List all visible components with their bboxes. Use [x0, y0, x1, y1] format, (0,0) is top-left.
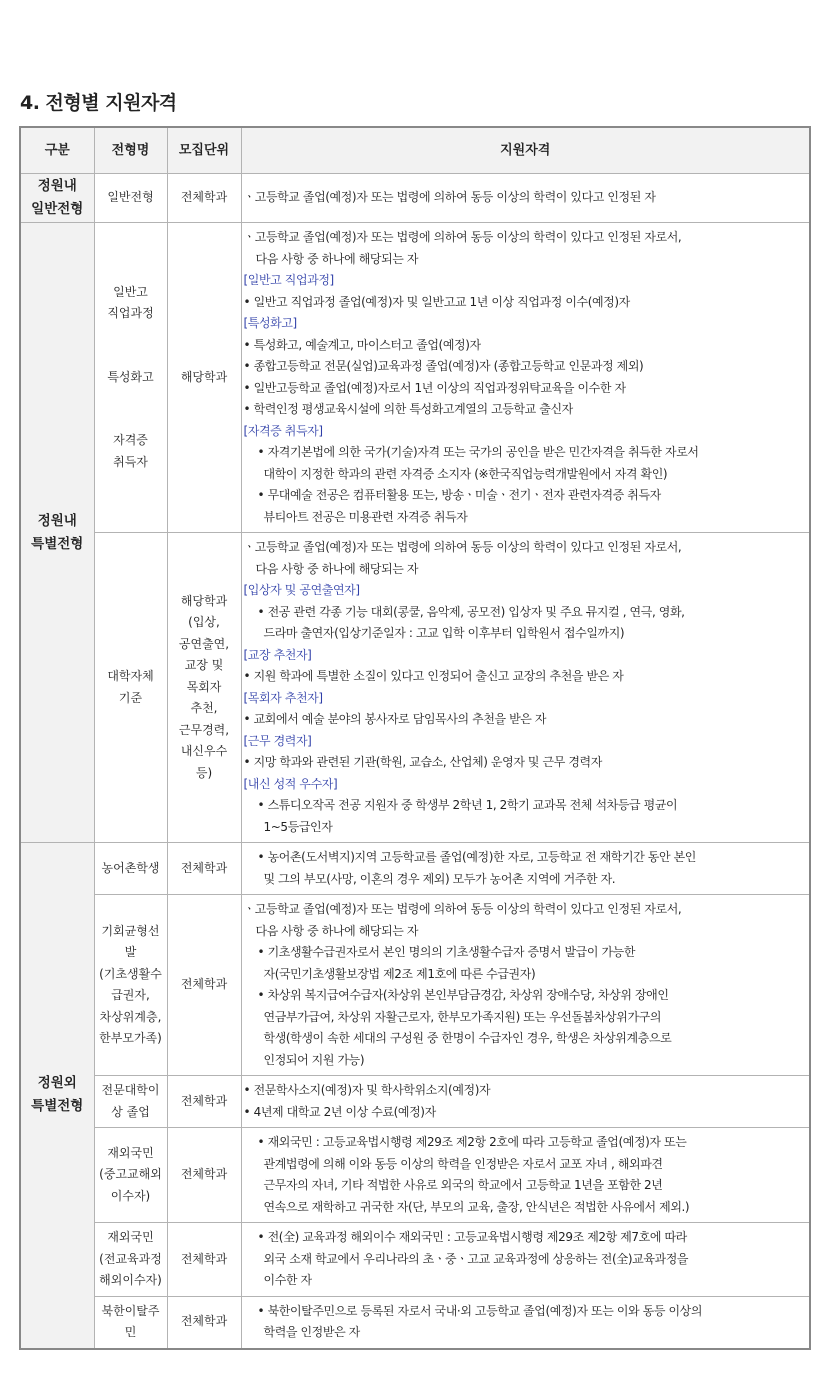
eligibility: ㆍ고등학교 졸업(예정)자 또는 법령에 의하여 동등 이상의 학력이 있다고 인정된 자로서, 다음 사항 중 하나에 해당되는 자 • 기초생활수급권자로서 본인 명의의 기초생활수급자 증명서 발급이 가능한 자(국민기초생활보장법 제2조 제1호에 따른 수급권자) • 차상위 복지급여수급자(차상위 본인부담금경감, 차상위 장애수당, 차상위 장애인 연금부가급여, 차상위 자활근로자, 한부모가족지원) 또는 우선돌봄차상위가구의 학생(학생이 속한 세대의 구성원 중 한명이 수급자인 경우, 학생은 차상위계층으로 인정되어 지원 가능): [241, 895, 810, 1076]
recruit-unit: 전체학과: [167, 895, 241, 1076]
table-row: [20, 1223, 810, 1297]
group-regular-special: 정원내 특별전형: [20, 223, 94, 843]
section-title: 4. 전형별 지원자격: [20, 92, 177, 114]
eligibility: • 재외국민 : 고등교육법시행령 제29조 제2항 2호에 따라 고등학교 졸업(예정)자 또는 관계법령에 의해 이와 동등 이상의 학력을 인정받은 자로서 교포 자녀 , 해외파견 근무자의 자녀, 기타 적법한 사유로 외국의 학교에서 고등학교 1년을 포함한 2년 연속으로 재학하고 귀국한 자(단, 부모의 교육, 출장, 안식년은 적법한 사유에서 제외.): [241, 1128, 810, 1223]
recruit-unit: 전체학과: [167, 174, 241, 223]
header-recruit-unit: 모집단위: [167, 127, 241, 174]
track-name: 농어촌학생: [94, 843, 167, 895]
track-name: 북한이탈주 민: [94, 1296, 167, 1349]
track-name: 전문대학이 상 졸업: [94, 1076, 167, 1128]
eligibility: • 전문학사소지(예정)자 및 학사학위소지(예정)자 • 4년제 대학교 2년 이상 수료(예정)자: [241, 1076, 810, 1128]
eligibility: ㆍ고등학교 졸업(예정)자 또는 법령에 의하여 동등 이상의 학력이 있다고 인정된 자: [241, 174, 810, 223]
recruit-unit: 전체학과: [167, 1128, 241, 1223]
eligibility: ㆍ고등학교 졸업(예정)자 또는 법령에 의하여 동등 이상의 학력이 있다고 인정된 자로서, 다음 사항 중 하나에 해당되는 자 [일반고 직업과정] • 일반고 직업과정 졸업(예정)자 및 일반고교 1년 이상 직업과정 이수(예정)자 [특성화고] • 특성화고, 예술계고, 마이스터고 졸업(예정)자 • 종합고등학교 전문(실업)교육과정 졸업(예정)자 (종합고등학교 인문과정 제외) • 일반고등학교 졸업(예정)자로서 1년 이상의 직업과정위탁교육을 이수한 자 • 학력인정 평생교육시설에 의한 특성화고계열의 고등학교 출신자 [자격증 취득자] • 자격기본법에 의한 국가(기술)자격 또는 국가의 공인을 받은 민간자격을 취득한 자로서 대학이 지정한 학과의 관련 자격증 소지자 (※한국직업능력개발원에서 자격 확인) • 무대예술 전공은 컴퓨터활용 또는, 방송ㆍ미술ㆍ전기ㆍ전자 관련자격증 취득자 뷰티아트 전공은 미용관련 자격증 취득자: [241, 223, 810, 533]
table-row: [20, 1128, 810, 1223]
admission-eligibility-table: [19, 126, 811, 1350]
eligibility: • 북한이탈주민으로 등록된 자로서 국내·외 고등학교 졸업(예정)자 또는 이와 동등 이상의 학력을 인정받은 자: [241, 1296, 810, 1349]
eligibility: ㆍ고등학교 졸업(예정)자 또는 법령에 의하여 동등 이상의 학력이 있다고 인정된 자로서, 다음 사항 중 하나에 해당되는 자 [입상자 및 공연출연자] • 전공 관련 각종 기능 대회(콩쿨, 음악제, 공모전) 입상자 및 주요 뮤지컬 , 연극, 영화, 드라마 출연자(입상기준일자 : 고교 입학 이후부터 입학원서 접수일까지) [교장 추천자] • 지원 학과에 특별한 소질이 있다고 인정되어 출신고 교장의 추천을 받은 자 [목회자 추천자] • 교회에서 예술 분야의 봉사자로 담임목사의 추천을 받은 자 [근무 경력자] • 지망 학과와 관련된 기관(학원, 교습소, 산업체) 운영자 및 근무 경력자 [내신 성적 우수자] • 스튜디오작곡 전공 지원자 중 학생부 2학년 1, 2학기 교과목 전체 석차등급 평균이 1~5등급인자: [241, 533, 810, 843]
eligibility: • 농어촌(도서벽지)지역 고등학교를 졸업(예정)한 자로, 고등학교 전 재학기간 동안 본인 및 그의 부모(사망, 이혼의 경우 제외) 모두가 농어촌 지역에 거주한 자.: [241, 843, 810, 895]
eligibility: • 전(全) 교육과정 해외이수 재외국민 : 고등교육법시행령 제29조 제2항 제7호에 따라 외국 소재 학교에서 우리나라의 초ㆍ중ㆍ고교 교육과정에 상응하는 전(全)교육과정을 이수한 자: [241, 1223, 810, 1297]
table-row: [20, 174, 810, 223]
recruit-unit: 전체학과: [167, 1076, 241, 1128]
table-header-row: [20, 127, 810, 174]
table-row: [20, 533, 810, 843]
recruit-unit: 해당학과 (입상, 공연출연, 교장 및 목회자 추천, 근무경력, 내신우수 등): [167, 533, 241, 843]
track-name: 재외국민 (중고교해외 이수자): [94, 1128, 167, 1223]
recruit-unit: 전체학과: [167, 1296, 241, 1349]
header-category: 구분: [20, 127, 94, 174]
track-name: 일반고 직업과정 특성화고 자격증 취득자: [94, 223, 167, 533]
track-name: 기회균형선 발 (기초생활수 급권자, 차상위계층, 한부모가족): [94, 895, 167, 1076]
track-name: 일반전형: [94, 174, 167, 223]
recruit-unit: 전체학과: [167, 843, 241, 895]
table-row: [20, 1076, 810, 1128]
table-row: [20, 1296, 810, 1349]
track-name: 대학자체 기준: [94, 533, 167, 843]
header-track-name: 전형명: [94, 127, 167, 174]
table-row: [20, 223, 810, 533]
track-name: 재외국민 (전교육과정 해외이수자): [94, 1223, 167, 1297]
header-eligibility: 지원자격: [241, 127, 810, 174]
group-extra-special: 정원외 특별전형: [20, 843, 94, 1349]
group-regular-general: 정원내 일반전형: [20, 174, 94, 223]
table-row: [20, 843, 810, 895]
table-row: [20, 895, 810, 1076]
recruit-unit: 해당학과: [167, 223, 241, 533]
recruit-unit: 전체학과: [167, 1223, 241, 1297]
